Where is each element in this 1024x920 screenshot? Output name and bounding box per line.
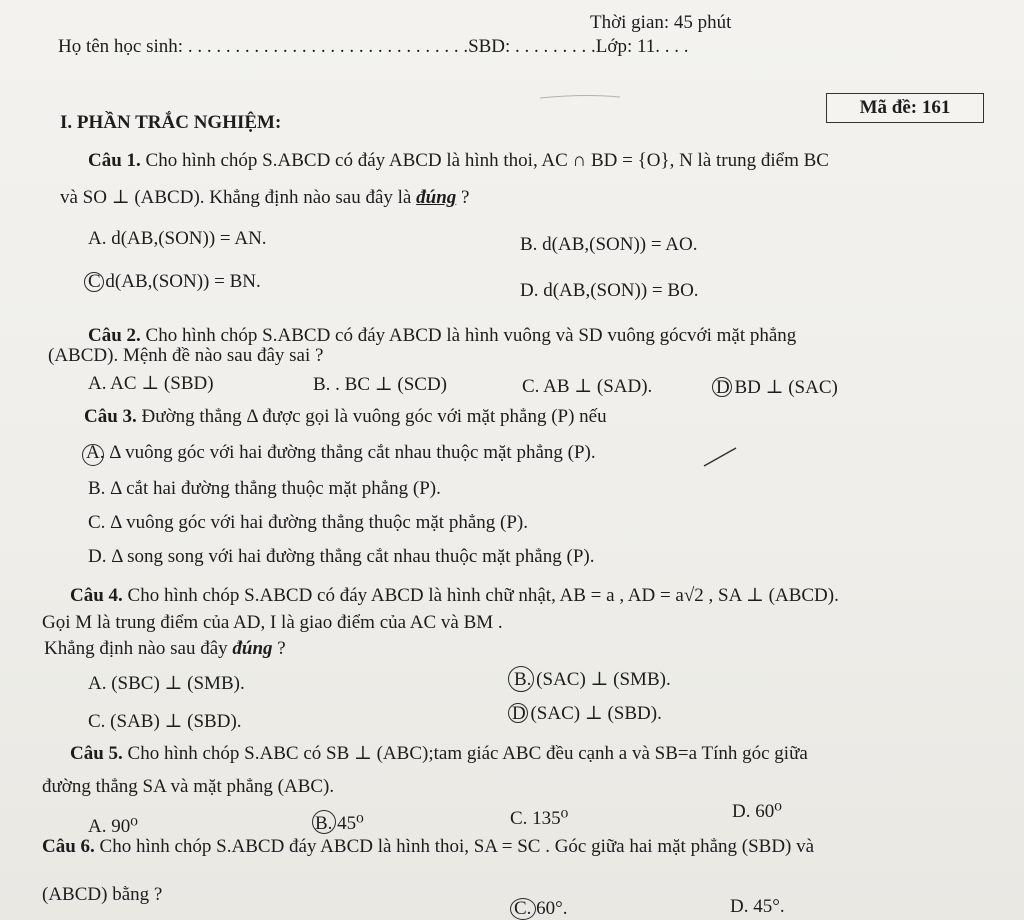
question-text: Khẳng định nào sau đây xyxy=(44,638,228,659)
option-c: C. AB ⊥ (SAD). xyxy=(522,376,653,397)
section-title: I. PHẦN TRẮC NGHIỆM: xyxy=(60,112,282,133)
option-d: D. d(AB,(SON)) = BO. xyxy=(520,280,699,301)
question-text: Gọi M là trung điểm của AD, I là giao điểm của AC và BM . xyxy=(42,612,503,633)
exam-code: Mã đề: 161 xyxy=(826,93,984,123)
pencil-scribble xyxy=(540,95,620,98)
question-text: Cho hình chóp S.ABCD có đáy ABCD là hình thoi, AC ∩ BD = {O}, N là trung điểm BC xyxy=(145,150,829,171)
question-mark: ? xyxy=(272,638,286,659)
question-label: Câu 1. xyxy=(88,150,141,171)
question-text: (ABCD) bằng ? xyxy=(42,884,163,905)
question-text: Cho hình chóp S.ABCD đáy ABCD là hình thoi, SA = SC . Góc giữa hai mặt phẳng (SBD) và xyxy=(99,836,815,857)
option-c: C. 60°. xyxy=(514,898,568,919)
option-d: D (SAC) ⊥ (SBD). xyxy=(512,703,662,724)
question-text: (ABCD). Mệnh đề nào sau đây sai ? xyxy=(48,345,324,366)
option-a: A. AC ⊥ (SBD) xyxy=(88,373,214,394)
option-c: C. (SAB) ⊥ (SBD). xyxy=(88,711,242,732)
option-b: B. Δ cắt hai đường thẳng thuộc mặt phẳng (P). xyxy=(88,478,441,499)
option-a: A. 90⁰ xyxy=(88,816,138,837)
question-label: Câu 3. xyxy=(84,406,137,427)
option-b: B. . BC ⊥ (SCD) xyxy=(313,374,448,395)
question-mark: ? xyxy=(456,187,470,208)
checkmark-stroke xyxy=(704,448,736,466)
option-d: D. 45°. xyxy=(730,896,785,917)
question-text: Cho hình chóp S.ABCD có đáy ABCD là hình chữ nhật, AB = a , AD = a√2 , SA ⊥ (ABCD). xyxy=(127,585,839,606)
question-text: Cho hình chóp S.ABC có SB ⊥ (ABC);tam giác ABC đều cạnh a và SB=a Tính góc giữa xyxy=(127,743,808,764)
question-label: Câu 6. xyxy=(42,836,95,857)
question-text: Cho hình chóp S.ABCD có đáy ABCD là hình vuông và SD vuông gócvới mặt phẳng xyxy=(145,325,797,346)
option-c: C. 135⁰ xyxy=(510,808,569,829)
emphasis-text: đúng xyxy=(416,187,457,208)
emphasis-text: đúng xyxy=(232,638,273,659)
option-a: A. Δ vuông góc với hai đường thẳng cắt nhau thuộc mặt phẳng (P). xyxy=(86,442,596,463)
option-b: B. 45⁰ xyxy=(315,813,364,834)
question-label: Câu 2. xyxy=(88,325,141,346)
student-info-line: Họ tên học sinh: . . . . . . . . . . . . . . . . . . . . . . . . . . . . . .SBD: . . . . . . . . .Lớp: 11. . . . xyxy=(58,36,689,57)
question-label: Câu 5. xyxy=(70,743,123,764)
option-d: D. Δ song song với hai đường thẳng cắt nhau thuộc mặt phẳng (P). xyxy=(88,546,595,567)
option-a: A. (SBC) ⊥ (SMB). xyxy=(88,673,245,694)
question-text: Đường thẳng Δ được gọi là vuông góc với mặt phẳng (P) nếu xyxy=(141,406,607,427)
question-label: Câu 4. xyxy=(70,585,123,606)
option-a: A. d(AB,(SON)) = AN. xyxy=(88,228,267,249)
option-c: C. Δ vuông góc với hai đường thẳng thuộc mặt phẳng (P). xyxy=(88,512,528,533)
option-d: D. 60⁰ xyxy=(732,801,782,822)
option-b: B. d(AB,(SON)) = AO. xyxy=(520,234,698,255)
option-c: C d(AB,(SON)) = BN. xyxy=(88,271,261,292)
question-text: và SO ⊥ (ABCD). Khẳng định nào sau đây là xyxy=(60,187,412,208)
exam-time: Thời gian: 45 phút xyxy=(590,12,732,33)
option-d: D BD ⊥ (SAC) xyxy=(716,377,838,398)
question-text: đường thẳng SA và mặt phẳng (ABC). xyxy=(42,776,335,797)
option-b: B. (SAC) ⊥ (SMB). xyxy=(514,669,671,690)
